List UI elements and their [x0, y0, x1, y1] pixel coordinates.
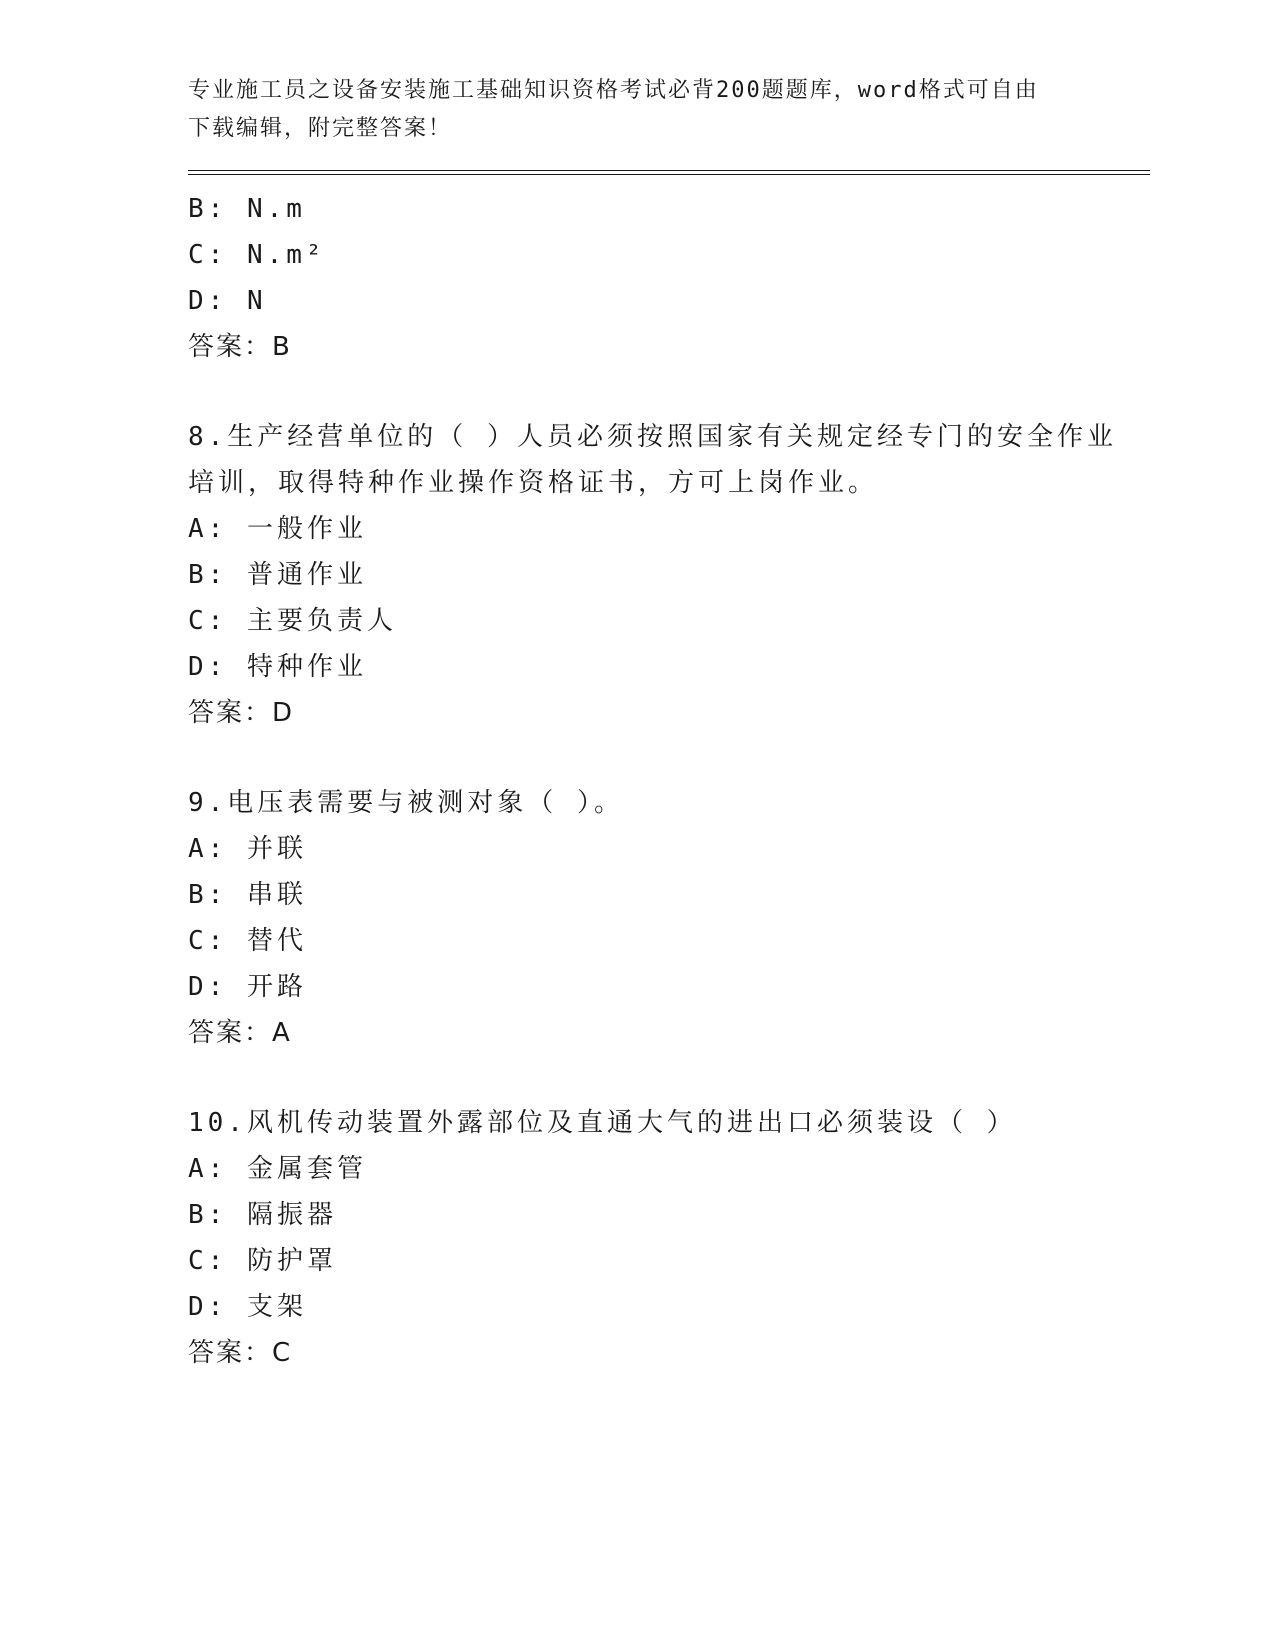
header-divider-bottom — [188, 174, 1150, 175]
answer-line: 答案：C — [188, 1338, 293, 1368]
option-d: D: 开路 — [188, 972, 307, 1002]
question-stem: 10.风机传动装置外露部位及直通大气的进出口必须装设（ ） — [188, 1108, 1017, 1138]
option-d: D: 支架 — [188, 1292, 307, 1322]
question-block-10 — [188, 1100, 1088, 1376]
question-list — [188, 186, 1117, 1376]
header-divider-top — [188, 170, 1150, 171]
option-a: A: 金属套管 — [188, 1154, 367, 1184]
answer-line: 答案：B — [188, 332, 292, 362]
option-b: B: 普通作业 — [188, 560, 367, 590]
option-d: D: 特种作业 — [188, 652, 367, 682]
option-d: D: N — [188, 286, 267, 316]
answer-line: 答案：A — [188, 1018, 292, 1048]
header-line-1: 专业施工员之设备安装施工基础知识资格考试必背200题题库，word格式可自由 — [188, 78, 1039, 103]
option-c: C: 主要负责人 — [188, 606, 397, 636]
question-block-prev — [188, 186, 1088, 370]
header-line-2: 下载编辑，附完整答案！ — [188, 116, 453, 141]
option-b: B: 隔振器 — [188, 1200, 337, 1230]
question-block-8 — [188, 414, 1117, 736]
option-c: C: 防护罩 — [188, 1246, 337, 1276]
option-a: A: 一般作业 — [188, 514, 367, 544]
document-header — [188, 72, 1088, 148]
option-a: A: 并联 — [188, 834, 307, 864]
option-b: B: 串联 — [188, 880, 307, 910]
question-block-9 — [188, 780, 1088, 1056]
question-stem: 9.电压表需要与被测对象（ ）。 — [188, 788, 624, 818]
option-b: B: N.m — [188, 194, 306, 224]
question-stem-continued: 培训，取得特种作业操作资格证书，方可上岗作业。 — [188, 468, 879, 498]
option-c: C: N.m² — [188, 240, 326, 270]
option-c: C: 替代 — [188, 926, 307, 956]
question-stem: 8.生产经营单位的（ ）人员必须按照国家有关规定经专门的安全作业 — [188, 422, 1117, 452]
answer-line: 答案：D — [188, 698, 295, 728]
